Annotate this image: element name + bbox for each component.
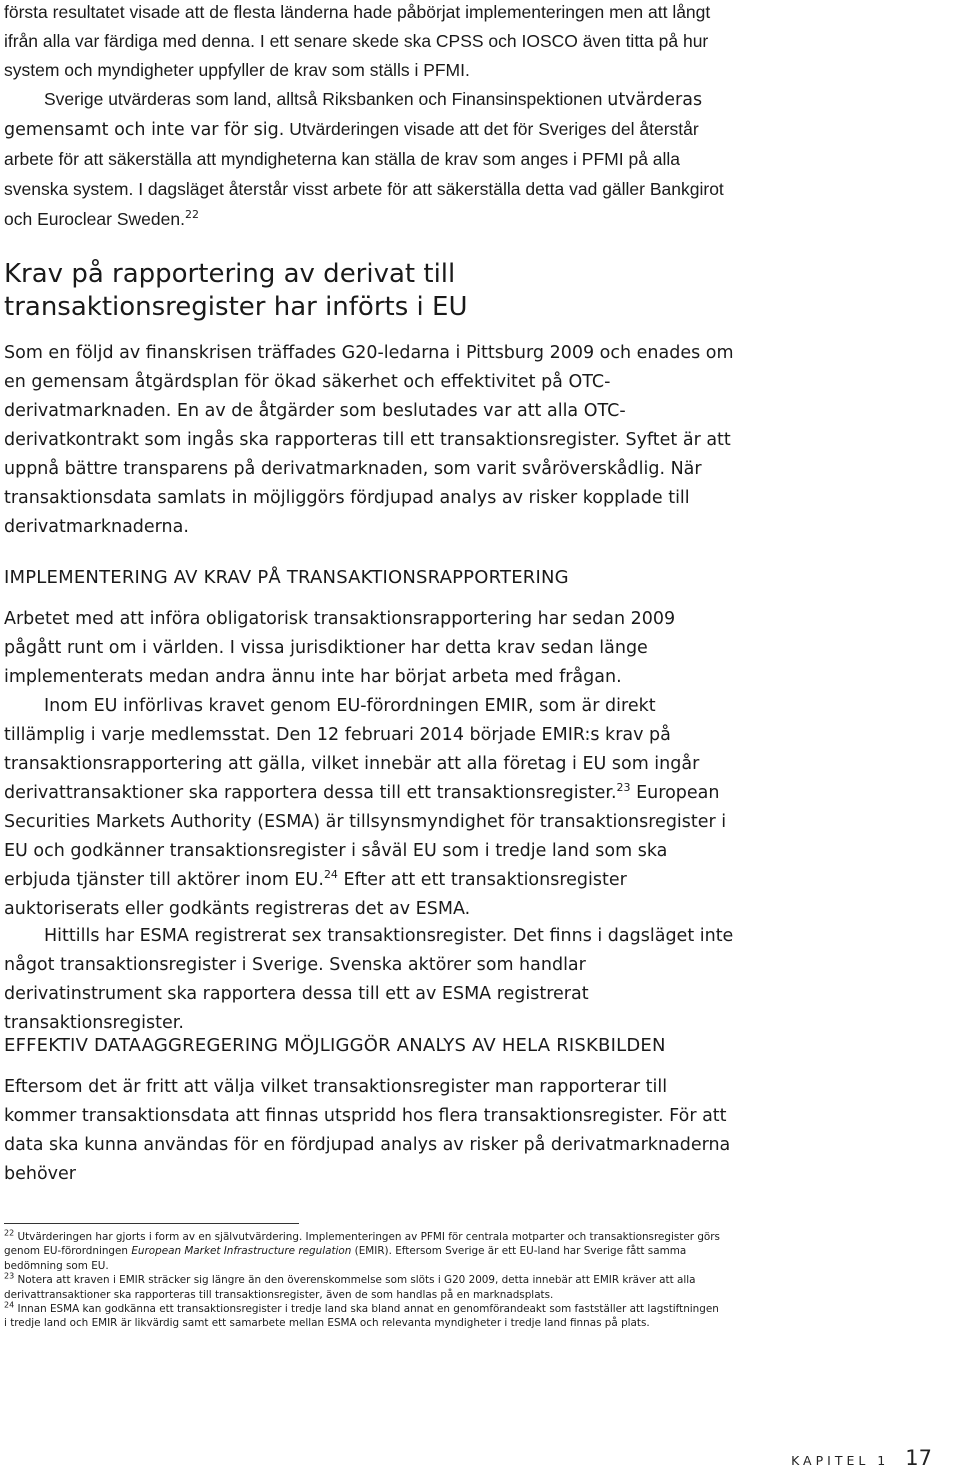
- implementation-text: Efter att ett transaktionsregister auktoriserats eller godkänts registreras det av ESMA.: [4, 870, 627, 919]
- footnote-24: [4, 1302, 724, 1331]
- footnote-number: 24: [4, 1300, 15, 1310]
- intro-text: utvärderas gemensamt och inte var för sig.: [4, 90, 703, 140]
- intro-text: första resultatet visade att de flesta länderna hade påbörjat implementeringen men att långt ifrån alla var färdiga med denna. I ett senare skede ska CPSS och IOSCO även titta på hur system och myndigheter uppfyller de krav som ställs i PFMI.: [4, 2, 711, 80]
- implementation-text: European Securities Markets Authority (ESMA) är tillsynsmyndighet för transaktionsregister i EU och godkänner transaktionsregister i såväl EU som i tredje land som ska erbjuda tjänster till aktörer inom EU.: [4, 783, 727, 890]
- intro-text: Utvärderingen visade att det för Sveriges del återstår arbete för att säkerställa att myndigheterna kan ställa de krav som anges i PFMI på alla svenska system. I dagsläget återstår visst arbete för att säkerställa detta vad gäller Bankgirot och Euroclear Sweden.: [4, 119, 724, 229]
- intro-text: Sverige utvärderas som land, alltså Riksbanken och Finansinspektionen: [44, 89, 608, 109]
- footnote-text: Utvärderingen har gjorts i form av en självutvärdering. Implementeringen av PFMI för centrala motparter och transaktionsregister görs genom EU-förordningen: [4, 1231, 720, 1258]
- footnote-22: [4, 1230, 724, 1273]
- intro-paragraph-2: [4, 85, 734, 235]
- implementation-text: Inom EU införlivas kravet genom EU-förordningen EMIR, som är direkt tillämplig i varje medlemsstat. Den 12 februari 2014 började EMIR:s krav på transaktionsrapportering att gälla, vilket innebär att alla företag i EU som ingår derivattransaktioner ska rapportera dessa till ett transaktionsregister.: [4, 696, 700, 803]
- page-number: 17: [905, 1446, 932, 1470]
- footnote-23: [4, 1273, 724, 1302]
- intro-paragraph-1: [4, 0, 734, 85]
- implementation-paragraph-1: Arbetet med att införa obligatorisk transaktionsrapportering har sedan 2009 pågått runt om i världen. I vissa jurisdiktioner har detta krav sedan länge implementerats medan andra ännu inte har börjat arbeta med frågan.: [4, 609, 676, 687]
- footnote-number: 22: [4, 1228, 15, 1238]
- footnote-divider: [4, 1223, 299, 1224]
- footnote-ref-24[interactable]: 24: [323, 868, 338, 882]
- section-paragraph-1: Som en följd av finanskrisen träffades G20-ledarna i Pittsburg 2009 och enades om en gemensam åtgärdsplan för ökad säkerhet och effektivitet på OTC-derivatmarknaden. En av de åtgärder som beslutades var att alla OTC-derivatkontrakt som ingås ska rapporteras till ett transaktionsregister. Syftet är att uppnå bättre transparens på derivatmarknaden, som varit svåröverskådlig. När transaktionsdata samlats in möjliggörs fördjupad analys av risker kopplade till derivatmarknaderna.: [4, 343, 734, 537]
- subheading-data-aggregation: EFFEKTIV DATAAGGREGERING MÖJLIGGÖR ANALYS AV HELA RISKBILDEN: [4, 1035, 666, 1056]
- implementation-paragraph-3: Hittills har ESMA registrerat sex transaktionsregister. Det finns i dagsläget inte något transaktionsregister i Sverige. Svenska aktörer som handlar derivatinstrument ska rapportera dessa till ett av ESMA registrerat transaktionsregister.: [4, 926, 734, 1033]
- chapter-label: KAPITEL 1: [791, 1453, 890, 1468]
- section-title: Krav på rapportering av derivat till transaktionsregister har införts i EU: [4, 259, 468, 322]
- page-footer: [791, 1446, 932, 1470]
- footnote-number: 23: [4, 1271, 15, 1281]
- footnote-ref-23[interactable]: 23: [616, 781, 631, 795]
- footnotes: [4, 1230, 724, 1331]
- footnote-text: Notera att kraven i EMIR sträcker sig längre än den överenskommelse som slöts i G20 2009, detta innebär att EMIR kräver att alla derivattransaktioner ska rapporteras till transaktionsregister, även de som handlas på en marknadsplats.: [4, 1274, 696, 1301]
- subheading-implementation: IMPLEMENTERING AV KRAV PÅ TRANSAKTIONSRAPPORTERING: [4, 567, 569, 588]
- footnote-text: Innan ESMA kan godkänna ett transaktionsregister i tredje land ska bland annat en genomförandeakt som fastställer att lagstiftningen i tredje land och EMIR är likvärdig samt ett samarbete mellan ESMA och relevanta myndigheter i tredje land finnas på plats.: [4, 1303, 719, 1330]
- aggregation-paragraph-1: Eftersom det är fritt att välja vilket transaktionsregister man rapporterar till kommer transaktionsdata att finnas utspridd hos flera transaktionsregister. För att data ska kunna användas för en fördjupad analys av risker på derivatmarknaderna behöver: [4, 1077, 731, 1184]
- footnote-italic: European Market Infrastructure regulation: [131, 1245, 352, 1258]
- footnote-ref-22[interactable]: 22: [184, 208, 199, 222]
- footnote-text: (EMIR). Eftersom Sverige är ett EU-land har Sverige fått samma bedömning som EU.: [4, 1245, 687, 1272]
- implementation-paragraph-2: [4, 692, 734, 924]
